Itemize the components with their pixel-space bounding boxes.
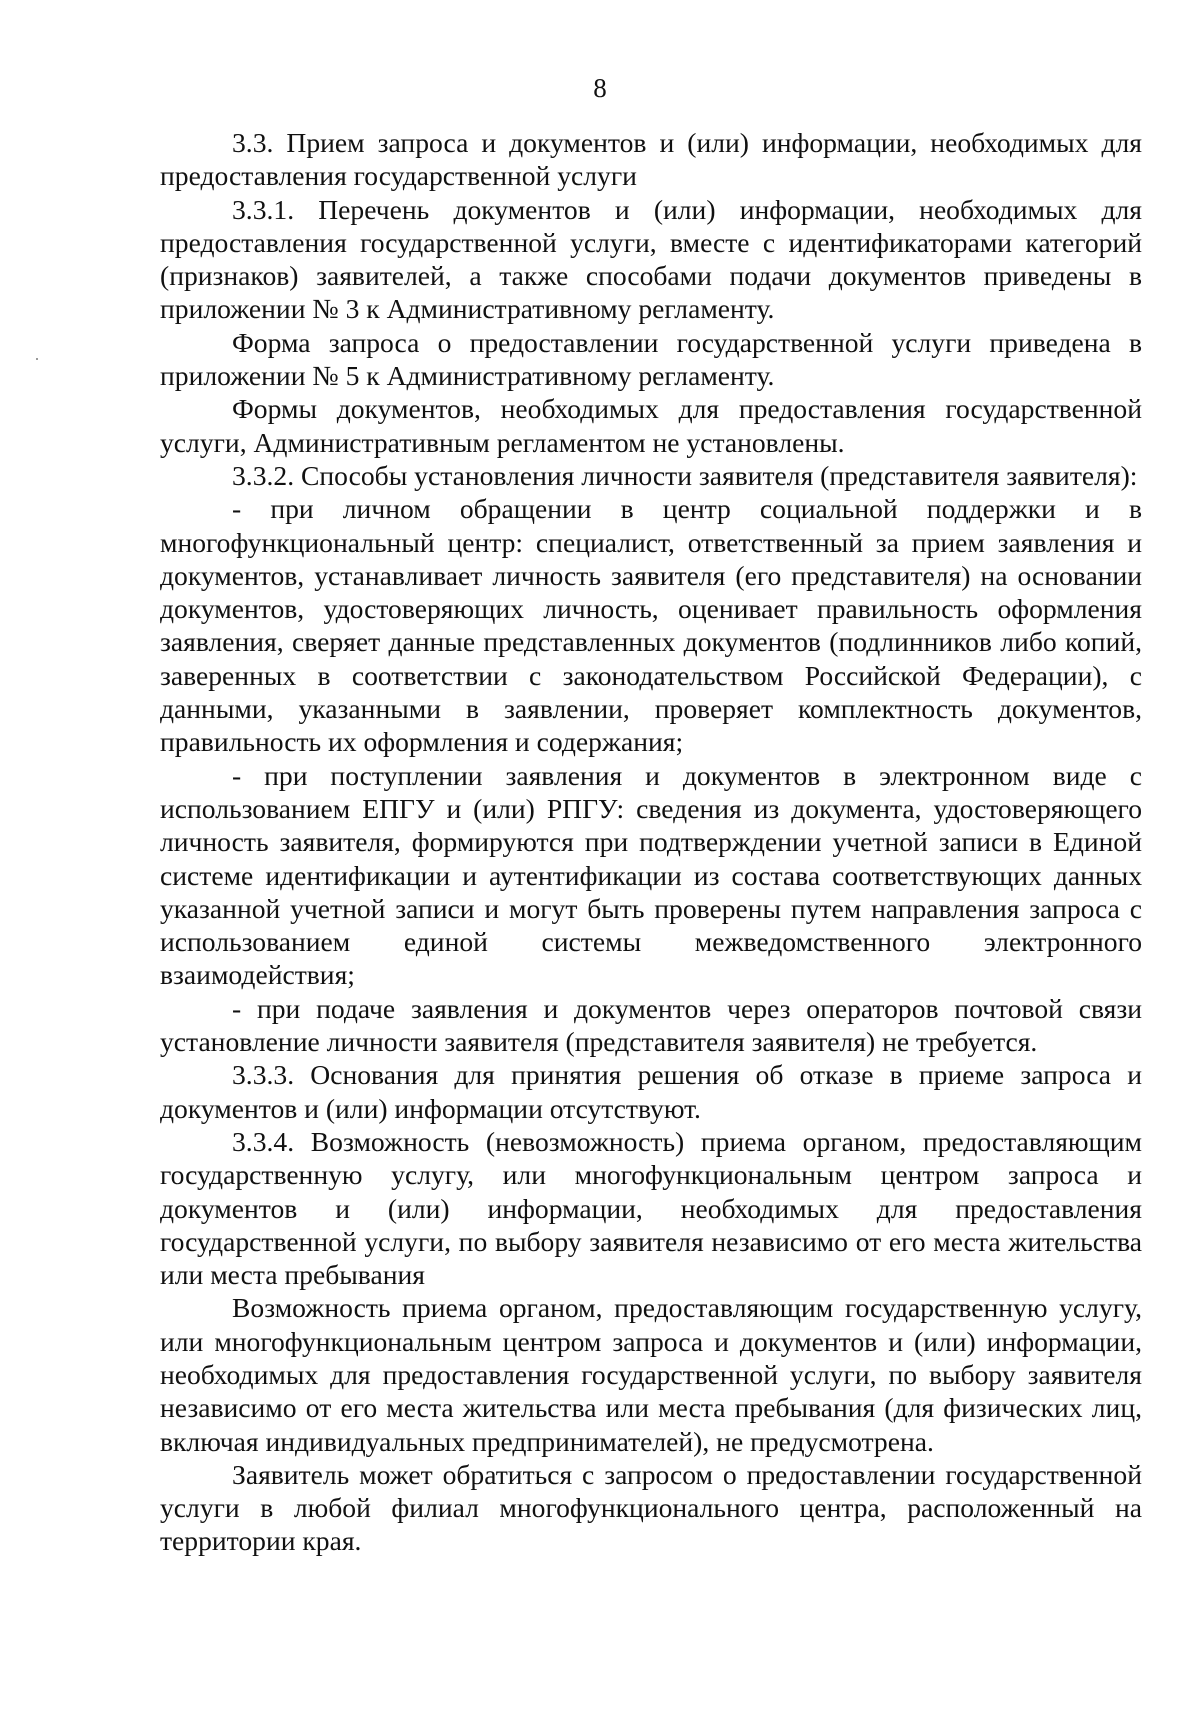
paragraph-any-branch: Заявитель может обратиться с запросом о предоставлении государственной услуги в любой филиал многофункционального центра, расположенный на территории края. (160, 1458, 1142, 1557)
paragraph-request-form: Форма запроса о предоставлении государственной услуги приведена в приложении № 5 к Административному регламенту. (160, 326, 1142, 392)
list-item-personal-visit: - при личном обращении в центр социальной поддержки и в многофункциональный центр: специалист, ответственный за прием заявления и документов, устанавливает личность заявителя (его представителя) на основании документов, удостоверяющих личность, оценивает правильность оформления заявления, сверяет данные представленных документов (подлинников либо копий, заверенных в соответствии с законодательством Российской Федерации), с данными, указанными в заявлении, проверяет комплектность документов, правильность их оформления и содержания; (160, 493, 1142, 758)
list-item-postal-submission: - при подаче заявления и документов через операторов почтовой связи установление личности заявителя (представителя заявителя) не требуется. (160, 992, 1142, 1058)
list-item-electronic-submission: - при поступлении заявления и документов в электронном виде с использованием ЕПГУ и (или) РПГУ: сведения из документа, удостоверяющего личность заявителя, формируются при подтверждении учетной записи в Единой системе идентификации и аутентификации из состава соответствующих данных указанной учетной записи и могут быть проверены путем направления запроса с использованием единой системы межведомственного электронного взаимодействия; (160, 759, 1142, 991)
paragraph-3-3: 3.3. Прием запроса и документов и (или) информации, необходимых для предоставления государственной услуги (160, 127, 1142, 192)
paragraph-3-3-3: 3.3.3. Основания для принятия решения об отказе в приеме запроса и документов и (или) информации отсутствуют. (160, 1059, 1142, 1124)
paragraph-document-forms: Формы документов, необходимых для предоставления государственной услуги, Административным регламентом не установлены. (160, 393, 1142, 458)
page-number: 8 (593, 73, 607, 103)
paragraph-3-3-4: 3.3.4. Возможность (невозможность) приема органом, предоставляющим государственную услугу, или многофункциональным центром запроса и документов и (или) информации, необходимых для предоставления государственной услуги, по выбору заявителя независимо от его места жительства или места пребывания (160, 1125, 1142, 1291)
paragraph-3-3-1: 3.3.1. Перечень документов и (или) информации, необходимых для предоставления государственной услуги, вместе с идентификаторами категорий (признаков) заявителей, а также способами подачи документов приведены в приложении № 3 к Административному регламенту. (160, 193, 1142, 325)
document-body (160, 126, 1142, 1558)
paragraph-3-3-2: 3.3.2. Способы установления личности заявителя (представителя заявителя): (232, 459, 1138, 491)
paragraph-reception-possibility: Возможность приема органом, предоставляющим государственную услугу, или многофункциональным центром запроса и документов и (или) информации, необходимых для предоставления государственной услуги, по выбору заявителя независимо от его места жительства или места пребывания (для физических лиц, включая индивидуальных предпринимателей), не предусмотрена. (160, 1292, 1142, 1457)
scan-margin-dot (36, 358, 38, 360)
